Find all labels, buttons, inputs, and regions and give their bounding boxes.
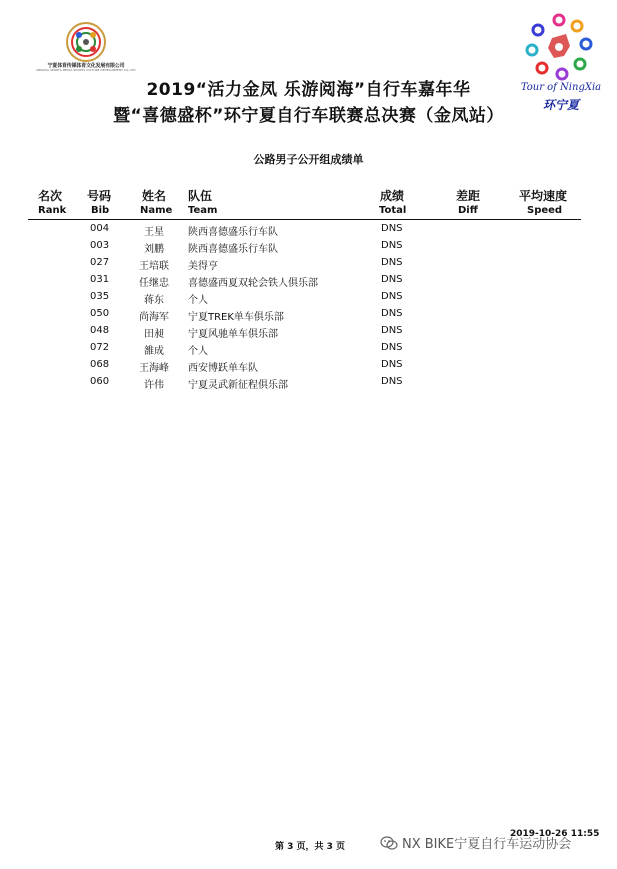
cell-bib: 050 bbox=[90, 308, 110, 319]
col-total-cn: 成绩 bbox=[380, 189, 405, 203]
cell-total: DNS bbox=[381, 274, 403, 285]
table-row bbox=[0, 342, 617, 359]
col-speed-cn: 平均速度 bbox=[519, 189, 568, 203]
cell-name: 许伟 bbox=[144, 380, 164, 391]
cell-name: 尚海军 bbox=[139, 312, 169, 323]
cell-bib: 060 bbox=[90, 376, 110, 387]
table-row bbox=[0, 376, 617, 393]
organizer-name: 宁夏体育传媒体育文化发展有限公司 bbox=[47, 63, 125, 69]
cell-name: 王海峰 bbox=[139, 363, 169, 374]
organizer-subname: NINGXIA SPORTS MEDIA SPORTS CULTURE DEVELOPMENT CO.,LTD bbox=[36, 68, 136, 72]
cell-team: 宁夏灵武新征程俱乐部 bbox=[188, 380, 288, 391]
cell-bib: 003 bbox=[90, 240, 110, 251]
cell-bib: 035 bbox=[90, 291, 110, 302]
cell-name: 王培联 bbox=[139, 261, 169, 272]
col-name-cn: 姓名 bbox=[142, 189, 167, 203]
col-total-en: Total bbox=[379, 205, 407, 216]
table-row bbox=[0, 325, 617, 342]
col-bib-en: Bib bbox=[91, 205, 110, 216]
cell-team: 宁夏TREK单车俱乐部 bbox=[188, 312, 284, 323]
cell-name: 王星 bbox=[144, 227, 164, 238]
cell-total: DNS bbox=[381, 308, 403, 319]
col-team-cn: 队伍 bbox=[188, 189, 213, 203]
cell-bib: 048 bbox=[90, 325, 110, 336]
title-line-2: 暨“喜德盛杯”环宁夏自行车联赛总决赛（金凤站） bbox=[113, 106, 504, 126]
cell-total: DNS bbox=[381, 240, 403, 251]
cell-total: DNS bbox=[381, 325, 403, 336]
cell-team: 美得亨 bbox=[188, 261, 218, 272]
cell-team: 陕西喜德盛乐行车队 bbox=[188, 244, 278, 255]
cell-bib: 072 bbox=[90, 342, 110, 353]
cell-bib: 027 bbox=[90, 257, 110, 268]
col-diff-en: Diff bbox=[458, 205, 478, 216]
col-rank-cn: 名次 bbox=[38, 189, 63, 203]
tour-logo-cn: 环宁夏 bbox=[542, 98, 579, 112]
col-team-en: Team bbox=[188, 205, 218, 216]
table-row bbox=[0, 240, 617, 257]
cell-name: 刘鹏 bbox=[144, 244, 164, 255]
col-speed-en: Speed bbox=[527, 205, 563, 216]
cell-total: DNS bbox=[381, 257, 403, 268]
table-row bbox=[0, 274, 617, 291]
results-table-body bbox=[0, 223, 617, 398]
cell-team: 西安博跃单车队 bbox=[188, 363, 258, 374]
table-row bbox=[0, 291, 617, 308]
tour-logo-script: Tour of NingXia bbox=[520, 82, 602, 93]
cell-team: 陕西喜德盛乐行车队 bbox=[188, 227, 278, 238]
cell-name: 蒋东 bbox=[144, 295, 164, 306]
cell-total: DNS bbox=[381, 376, 403, 387]
cell-total: DNS bbox=[381, 359, 403, 370]
print-timestamp: 2019-10-26 11:55 bbox=[510, 829, 600, 839]
cell-total: DNS bbox=[381, 291, 403, 302]
col-name-en: Name bbox=[140, 205, 173, 216]
cell-team: 个人 bbox=[188, 346, 208, 357]
col-diff-cn: 差距 bbox=[456, 189, 481, 203]
cell-name: 雒成 bbox=[144, 346, 164, 357]
table-row bbox=[0, 257, 617, 274]
cell-bib: 031 bbox=[90, 274, 110, 285]
cell-team: 喜德盛西夏双轮会铁人俱乐部 bbox=[188, 278, 318, 289]
cell-bib: 068 bbox=[90, 359, 110, 370]
results-subtitle: 公路男子公开组成绩单 bbox=[253, 153, 364, 166]
cell-team: 个人 bbox=[188, 295, 208, 306]
cell-name: 田昶 bbox=[144, 329, 164, 340]
cell-total: DNS bbox=[381, 223, 403, 234]
table-row bbox=[0, 359, 617, 376]
cell-name: 任继忠 bbox=[139, 278, 169, 289]
table-row bbox=[0, 308, 617, 325]
title-line-1: 2019“活力金凤 乐游阅海”自行车嘉年华 bbox=[146, 80, 471, 100]
cell-total: DNS bbox=[381, 342, 403, 353]
table-row bbox=[0, 223, 617, 240]
watermark bbox=[380, 833, 571, 852]
col-bib-cn: 号码 bbox=[87, 189, 112, 203]
cell-team: 宁夏风驰单车俱乐部 bbox=[188, 329, 278, 340]
table-header bbox=[0, 0, 617, 220]
watermark-text: NX BIKE宁夏自行车运动协会 bbox=[402, 837, 572, 852]
col-rank-en: Rank bbox=[38, 205, 67, 216]
cell-bib: 004 bbox=[90, 223, 110, 234]
wechat-icon bbox=[380, 836, 398, 850]
page-number: 第 3 页，共 3 页 bbox=[275, 842, 346, 852]
header-divider bbox=[28, 219, 581, 220]
